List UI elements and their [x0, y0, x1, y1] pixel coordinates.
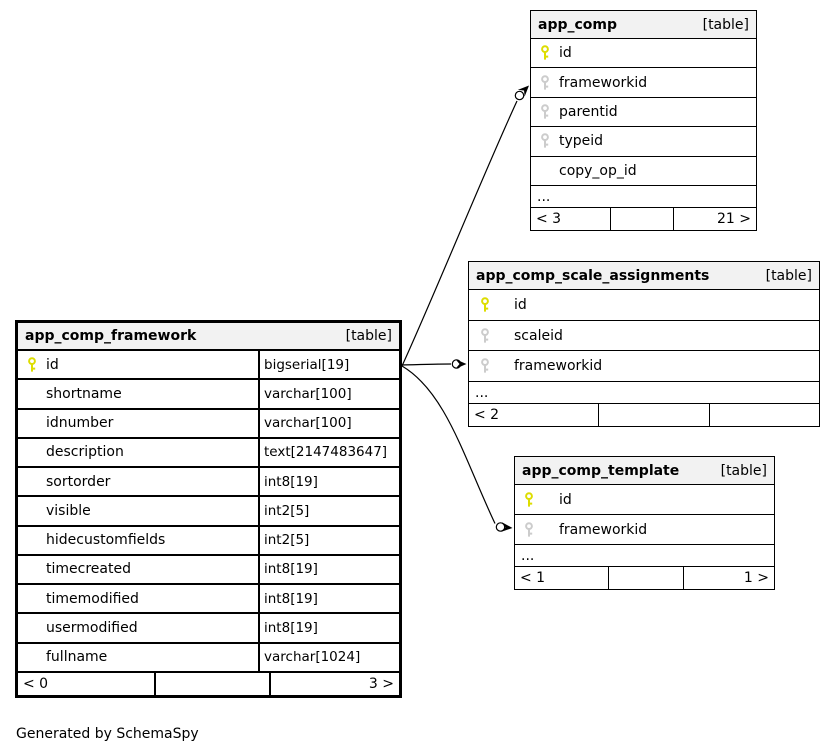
column-row-id [469, 290, 819, 321]
foreign-key-icon [480, 328, 490, 344]
column-name: frameworkid [514, 358, 603, 375]
column-type: int8[19] [264, 620, 318, 637]
column-name: timemodified [46, 590, 139, 607]
footer-middle-cell [154, 673, 269, 695]
column-row-idnumber [18, 410, 399, 439]
column-name-cell [469, 351, 819, 381]
foreign-key-icon [540, 75, 550, 91]
table-header [18, 323, 399, 351]
footer-middle-cell [608, 567, 683, 589]
column-row-frameworkid [531, 68, 756, 97]
column-name-cell [18, 644, 260, 671]
column-name: typeid [559, 133, 604, 150]
table-relationship-footer [515, 567, 774, 589]
column-type: text[2147483647] [264, 444, 388, 461]
column-row-sortorder [18, 468, 399, 497]
column-name-cell [18, 410, 260, 437]
footer-middle-cell [610, 208, 673, 230]
footer-parents-count: < 1 [520, 570, 546, 586]
column-name: timecreated [46, 561, 131, 578]
column-row-visible [18, 497, 399, 526]
table-relationship-footer [531, 208, 756, 230]
column-type: int2[5] [264, 532, 310, 549]
table-header [531, 11, 756, 39]
zero-or-one-circle-glyph [515, 91, 523, 99]
column-name-cell [515, 485, 774, 514]
column-row-copy_op_id [531, 157, 756, 186]
column-name: id [559, 491, 572, 508]
column-row-description [18, 439, 399, 468]
column-row-usermodified [18, 614, 399, 643]
footer-middle-cell [598, 404, 709, 426]
table-title[interactable]: app_comp [538, 16, 618, 33]
column-name: usermodified [46, 620, 138, 637]
column-name-cell [18, 468, 260, 495]
column-name-cell [531, 157, 756, 185]
column-name-cell [18, 351, 260, 378]
primary-key-icon [27, 357, 37, 373]
column-row-timemodified [18, 585, 399, 614]
column-name-cell [18, 380, 260, 407]
column-row-shortname [18, 380, 399, 409]
column-name: shortname [46, 385, 122, 402]
truncated-columns-indicator: ... [469, 382, 819, 404]
table-relationship-footer [18, 673, 399, 695]
table-app_comp_scale_assignments[interactable] [468, 261, 820, 427]
column-name-cell [531, 39, 756, 67]
table-title[interactable]: app_comp_scale_assignments [476, 267, 710, 284]
column-name: parentid [559, 104, 618, 121]
footer-children-count: 21 > [673, 208, 756, 230]
foreign-key-icon [480, 358, 490, 374]
primary-key-icon [540, 45, 550, 61]
table-relationship-footer [469, 404, 819, 426]
column-name: frameworkid [559, 74, 648, 91]
column-name: hidecustomfields [46, 532, 166, 549]
column-name: fullname [46, 649, 108, 666]
column-row-timecreated [18, 556, 399, 585]
column-name: description [46, 444, 124, 461]
column-type: varchar[1024] [264, 649, 361, 666]
column-name-cell [18, 527, 260, 554]
column-row-parentid [531, 98, 756, 127]
column-name: id [46, 356, 59, 373]
table-type-tag: [table] [765, 267, 812, 284]
column-type: bigserial[19] [264, 356, 350, 373]
column-name-cell [18, 585, 260, 612]
column-name: scaleid [514, 327, 563, 344]
column-row-id [531, 39, 756, 68]
table-type-tag: [table] [345, 328, 392, 344]
column-row-scaleid [469, 321, 819, 352]
column-name-cell [18, 614, 260, 641]
foreign-key-icon [524, 522, 534, 538]
footer-parents-count: < 3 [536, 211, 562, 228]
column-row-id [515, 485, 774, 515]
table-app_comp[interactable] [530, 10, 757, 231]
column-row-frameworkid [515, 515, 774, 545]
column-name: sortorder [46, 473, 111, 490]
column-name-cell [18, 497, 260, 524]
column-type: varchar[100] [264, 385, 352, 402]
table-header [515, 457, 774, 485]
foreign-key-icon [540, 104, 550, 120]
column-row-fullname [18, 644, 399, 673]
table-header [469, 262, 819, 290]
relationship-edge-app_comp_framework.id-to-app_comp_scale_assignments.frameworkid [402, 359, 467, 369]
column-type: int8[19] [264, 473, 318, 490]
column-type: int2[5] [264, 502, 310, 519]
footer-children-count: 3 > [269, 673, 399, 695]
column-name-cell [531, 127, 756, 155]
column-name-cell [469, 321, 819, 351]
column-name-cell [18, 556, 260, 583]
column-type: varchar[100] [264, 415, 352, 432]
table-type-tag: [table] [702, 16, 749, 33]
truncated-columns-indicator: ... [515, 545, 774, 567]
column-name-cell [531, 98, 756, 126]
primary-key-icon [524, 492, 534, 508]
column-name: copy_op_id [559, 162, 637, 179]
foreign-key-icon [540, 133, 550, 149]
column-name: idnumber [46, 415, 114, 432]
column-row-id [18, 351, 399, 380]
footer-parents-count: < 2 [474, 407, 500, 424]
primary-key-icon [480, 297, 490, 313]
column-name-cell [18, 439, 260, 466]
footer-parents-count: < 0 [23, 675, 49, 692]
table-type-tag: [table] [720, 462, 767, 479]
column-type: int8[19] [264, 561, 318, 578]
generated-by-note: Generated by SchemaSpy [16, 726, 199, 742]
column-name: frameworkid [559, 521, 648, 538]
footer-children-count: 1 > [683, 567, 774, 589]
table-title[interactable]: app_comp_framework [25, 328, 197, 344]
column-name: id [559, 45, 572, 62]
column-name-cell [469, 290, 819, 320]
table-title[interactable]: app_comp_template [522, 462, 680, 479]
table-app_comp_framework[interactable] [15, 320, 402, 698]
column-row-typeid [531, 127, 756, 156]
column-type: int8[19] [264, 590, 318, 607]
column-row-frameworkid [469, 351, 819, 382]
column-name-cell [531, 68, 756, 96]
column-name-cell [515, 515, 774, 544]
column-name: id [514, 296, 527, 313]
table-app_comp_template[interactable] [514, 456, 775, 590]
truncated-columns-indicator: ... [531, 186, 756, 208]
footer-children-count [709, 404, 819, 426]
column-name: visible [46, 502, 91, 519]
column-row-hidecustomfields [18, 527, 399, 556]
